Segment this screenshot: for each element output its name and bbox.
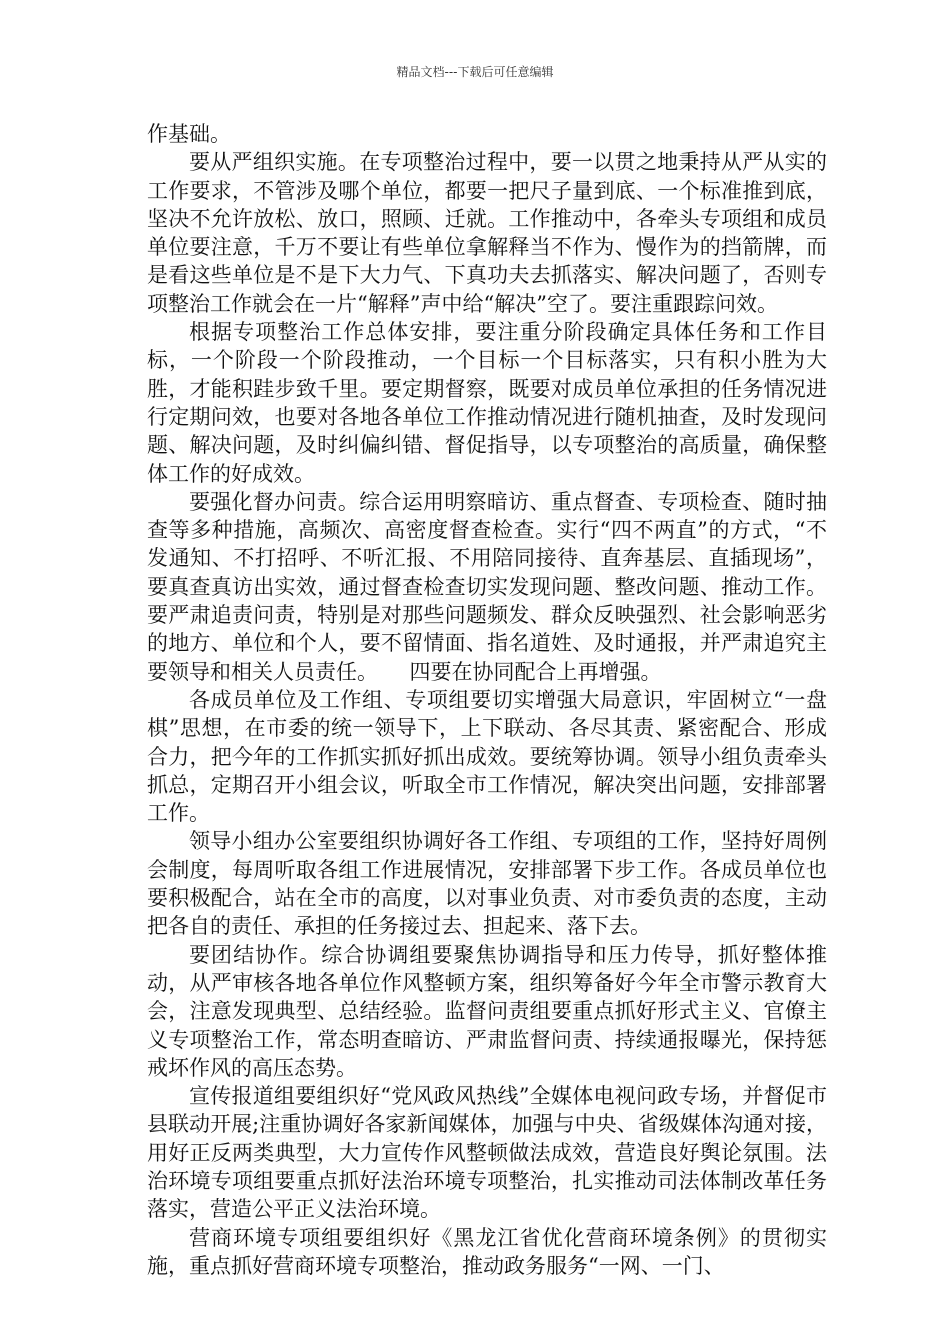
paragraph: 各成员单位及工作组、专项组要切实增强大局意识，牢固树立“一盘棋”思想，在市委的统一领导下，上下联动、各尽其责、紧密配合、形成合力，把今年的工作抓实抓好抓出成效。要统筹协调。领导小组负责牵头抓总，定期召开小组会议，听取全市工作情况，解决突出问题，安排部署工作。 [147, 687, 827, 826]
paragraph: 营商环境专项组要组织好《黑龙江省优化营商环境条例》的贯彻实施，重点抓好营商环境专项整治，推动政务服务“一网、一门、 [147, 1225, 827, 1278]
document-body [147, 120, 827, 1280]
page-header: 精品文档---下载后可任意编辑 [396, 65, 554, 79]
paragraph: 根据专项整治工作总体安排，要注重分阶段确定具体任务和工作目标，一个阶段一个阶段推动，一个目标一个目标落实，只有积小胜为大胜，才能积跬步致千里。要定期督察，既要对成员单位承担的任务情况进行定期问效，也要对各地各单位工作推动情况进行随机抽查，及时发现问题、解决问题，及时纠偏纠错、督促指导，以专项整治的高质量，确保整体工作的好成效。 [147, 320, 827, 486]
paragraph: 作基础。 [147, 122, 231, 146]
paragraph: 要从严组织实施。在专项整治过程中，要一以贯之地秉持从严从实的工作要求，不管涉及哪个单位，都要一把尺子量到底、一个标准推到底，坚决不允许放松、放口，照顾、迁就。工作推动中，各牵头专项组和成员单位要注意，千万不要让有些单位拿解释当不作为、慢作为的挡箭牌，而是看这些单位是不是下大力气、下真功夫去抓落实、解决问题了，否则专项整治工作就会在一片“解释”声中给“解决”空了。要注重跟踪问效。 [147, 150, 827, 316]
paragraph: 要强化督办问责。综合运用明察暗访、重点督查、专项检查、随时抽查等多种措施，高频次、高密度督查检查。实行“四不两直”的方式，“不发通知、不打招呼、不听汇报、不用陪同接待、直奔基层、直插现场”，要真查真访出实效，通过督查检查切实发现问题、整改问题、推动工作。要严肃追责问责，特别是对那些问题频发、群众反映强烈、社会影响恶劣的地方、单位和个人，要不留情面、指名道姓、及时通报，并严肃追究主要领导和相关人员责任。 四要在协同配合上再增强。 [147, 489, 827, 684]
paragraph: 要团结协作。综合协调组要聚焦协调指导和压力传导，抓好整体推动，从严审核各地各单位作风整顿方案，组织筹备好今年全市警示教育大会，注意发现典型、总结经验。监督问责组要重点抓好形式主义、官僚主义专项整治工作，常态明查暗访、严肃监督问责、持续通报曝光，保持惩戒坏作风的高压态势。 [147, 942, 827, 1080]
paragraph: 领导小组办公室要组织协调好各工作组、专项组的工作，坚持好周例会制度，每周听取各组工作进展情况，安排部署下步工作。各成员单位也要积极配合，站在全市的高度，以对事业负责、对市委负责的态度，主动把各自的责任、承担的任务接过去、担起来、落下去。 [147, 829, 827, 939]
paragraph: 宣传报道组要组织好“党风政风热线”全媒体电视问政专场，并督促市县联动开展;注重协调好各家新闻媒体，加强与中央、省级媒体沟通对接，用好正反两类典型，大力宣传作风整顿做法成效，营造良好舆论氛围。法治环境专项组要重点抓好法治环境专项整治，扎实推动司法体制改革任务落实，营造公平正义法治环境。 [147, 1084, 827, 1222]
